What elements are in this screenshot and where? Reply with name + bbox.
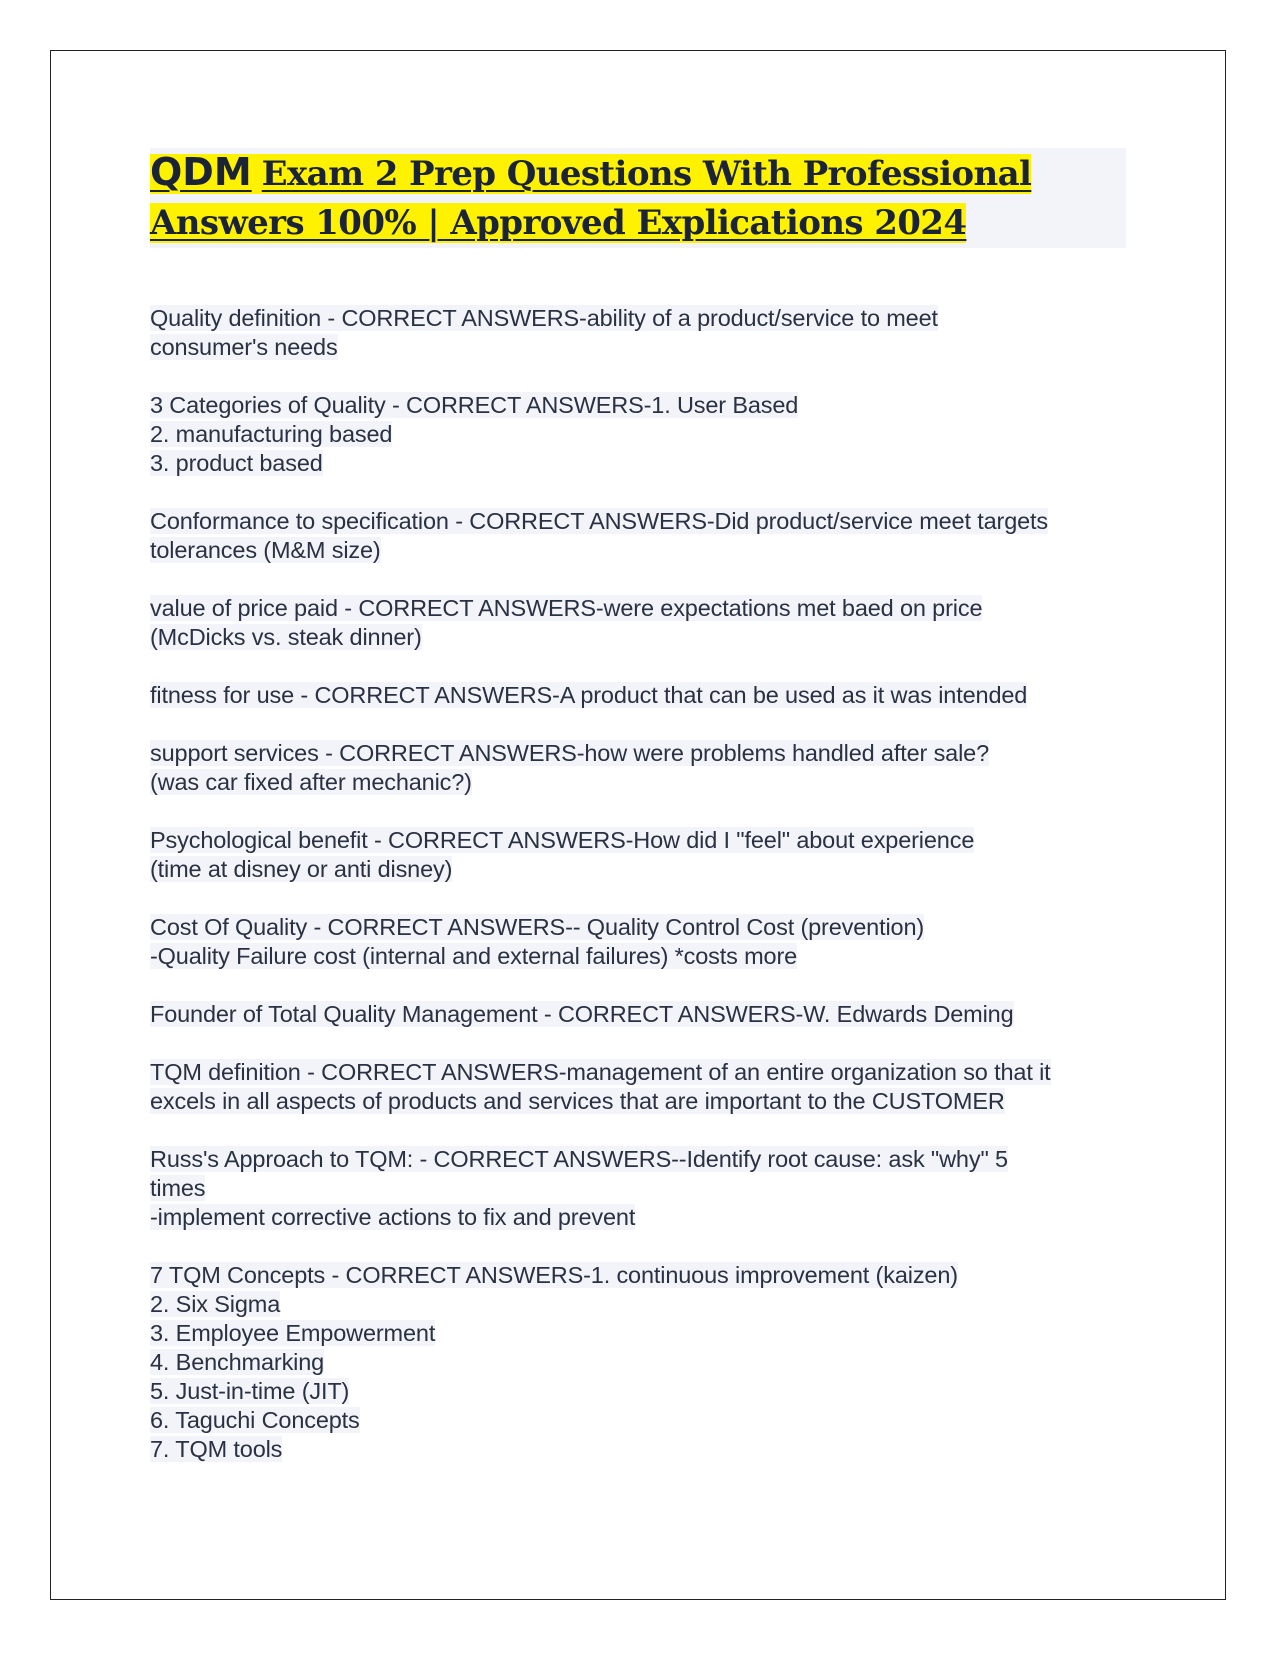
qa-line-text: support services - CORRECT ANSWERS-how were problems handled after sale?	[150, 740, 990, 766]
qa-line	[150, 536, 1130, 565]
qa-line	[150, 304, 1130, 333]
qa-line	[150, 855, 1130, 884]
qa-line-text: 5. Just-in-time (JIT)	[150, 1378, 350, 1404]
qa-line-text: 2. manufacturing based	[150, 421, 393, 447]
qa-line-text: tolerances (M&M size)	[150, 537, 381, 563]
qa-line-text: 2. Six Sigma	[150, 1291, 281, 1317]
qa-line-text: consumer's needs	[150, 334, 338, 360]
qa-line-text: Conformance to specification - CORRECT ANSWERS-Did product/service meet targets	[150, 508, 1049, 534]
qa-line-text: -Quality Failure cost (internal and external failures) *costs more	[150, 943, 798, 969]
qa-line-text: (time at disney or anti disney)	[150, 856, 453, 882]
qa-line	[150, 333, 1130, 362]
qa-entry	[150, 304, 1130, 362]
qa-line-text: 3 Categories of Quality - CORRECT ANSWERS-1. User Based	[150, 392, 799, 418]
qa-entry	[150, 681, 1130, 710]
qa-line	[150, 1203, 1130, 1232]
qa-line	[150, 1174, 1130, 1203]
qa-line	[150, 1319, 1130, 1348]
qa-line-text: 7 TQM Concepts - CORRECT ANSWERS-1. continuous improvement (kaizen)	[150, 1262, 958, 1288]
qa-entry	[150, 1058, 1130, 1116]
qa-line-text: fitness for use - CORRECT ANSWERS-A product that can be used as it was intended	[150, 682, 1028, 708]
qa-entry	[150, 594, 1130, 652]
qa-line-text: Russ's Approach to TQM: - CORRECT ANSWERS--Identify root cause: ask "why" 5	[150, 1146, 1008, 1172]
qa-entry	[150, 1145, 1130, 1232]
qa-line	[150, 913, 1130, 942]
qa-line	[150, 1406, 1130, 1435]
title-line-2: Answers 100% | Approved Explications 2024	[150, 203, 967, 243]
document-content	[150, 148, 1130, 1493]
qa-line	[150, 1435, 1130, 1464]
qa-line	[150, 420, 1130, 449]
qa-line-text: 3. product based	[150, 450, 323, 476]
qa-line	[150, 1377, 1130, 1406]
qa-line-text: (was car fixed after mechanic?)	[150, 769, 472, 795]
qa-entry	[150, 826, 1130, 884]
qa-line	[150, 449, 1130, 478]
qa-entry	[150, 507, 1130, 565]
qa-line	[150, 681, 1130, 710]
qa-line-text: value of price paid - CORRECT ANSWERS-were expectations met baed on price	[150, 595, 983, 621]
qa-entry	[150, 739, 1130, 797]
title-brand: QDM	[150, 150, 252, 194]
qa-line	[150, 391, 1130, 420]
title-line-1	[150, 150, 1032, 194]
qa-line-text: 7. TQM tools	[150, 1436, 283, 1462]
qa-line	[150, 1058, 1130, 1087]
qa-line-text: TQM definition - CORRECT ANSWERS-management of an entire organization so that it	[150, 1059, 1051, 1085]
qa-entry	[150, 1000, 1130, 1029]
qa-line	[150, 1261, 1130, 1290]
qa-line	[150, 1290, 1130, 1319]
qa-line-text: excels in all aspects of products and services that are important to the CUSTOMER	[150, 1088, 1005, 1114]
qa-line	[150, 623, 1130, 652]
qa-line-text: 4. Benchmarking	[150, 1349, 325, 1375]
title-block	[150, 148, 1126, 248]
qa-line	[150, 942, 1130, 971]
qa-line	[150, 594, 1130, 623]
qa-line-text: Quality definition - CORRECT ANSWERS-ability of a product/service to meet	[150, 305, 938, 331]
qa-line-text: Founder of Total Quality Management - CORRECT ANSWERS-W. Edwards Deming	[150, 1001, 1014, 1027]
qa-line	[150, 826, 1130, 855]
qa-entry	[150, 391, 1130, 478]
qa-line-text: (McDicks vs. steak dinner)	[150, 624, 422, 650]
title-line-1-text: Exam 2 Prep Questions With Professional	[261, 154, 1032, 194]
qa-line	[150, 1145, 1130, 1174]
qa-line-text: 3. Employee Empowerment	[150, 1320, 436, 1346]
qa-list	[150, 304, 1130, 1464]
qa-line	[150, 1087, 1130, 1116]
qa-line-text: times	[150, 1175, 206, 1201]
qa-line	[150, 1348, 1130, 1377]
qa-line	[150, 768, 1130, 797]
qa-line	[150, 739, 1130, 768]
qa-line-text: 6. Taguchi Concepts	[150, 1407, 360, 1433]
document-title	[150, 148, 1126, 248]
qa-entry	[150, 913, 1130, 971]
qa-line-text: Psychological benefit - CORRECT ANSWERS-How did I "feel" about experience	[150, 827, 975, 853]
qa-line	[150, 507, 1130, 536]
qa-line-text: Cost Of Quality - CORRECT ANSWERS-- Quality Control Cost (prevention)	[150, 914, 925, 940]
qa-line	[150, 1000, 1130, 1029]
qa-line-text: -implement corrective actions to fix and prevent	[150, 1204, 636, 1230]
qa-entry	[150, 1261, 1130, 1464]
